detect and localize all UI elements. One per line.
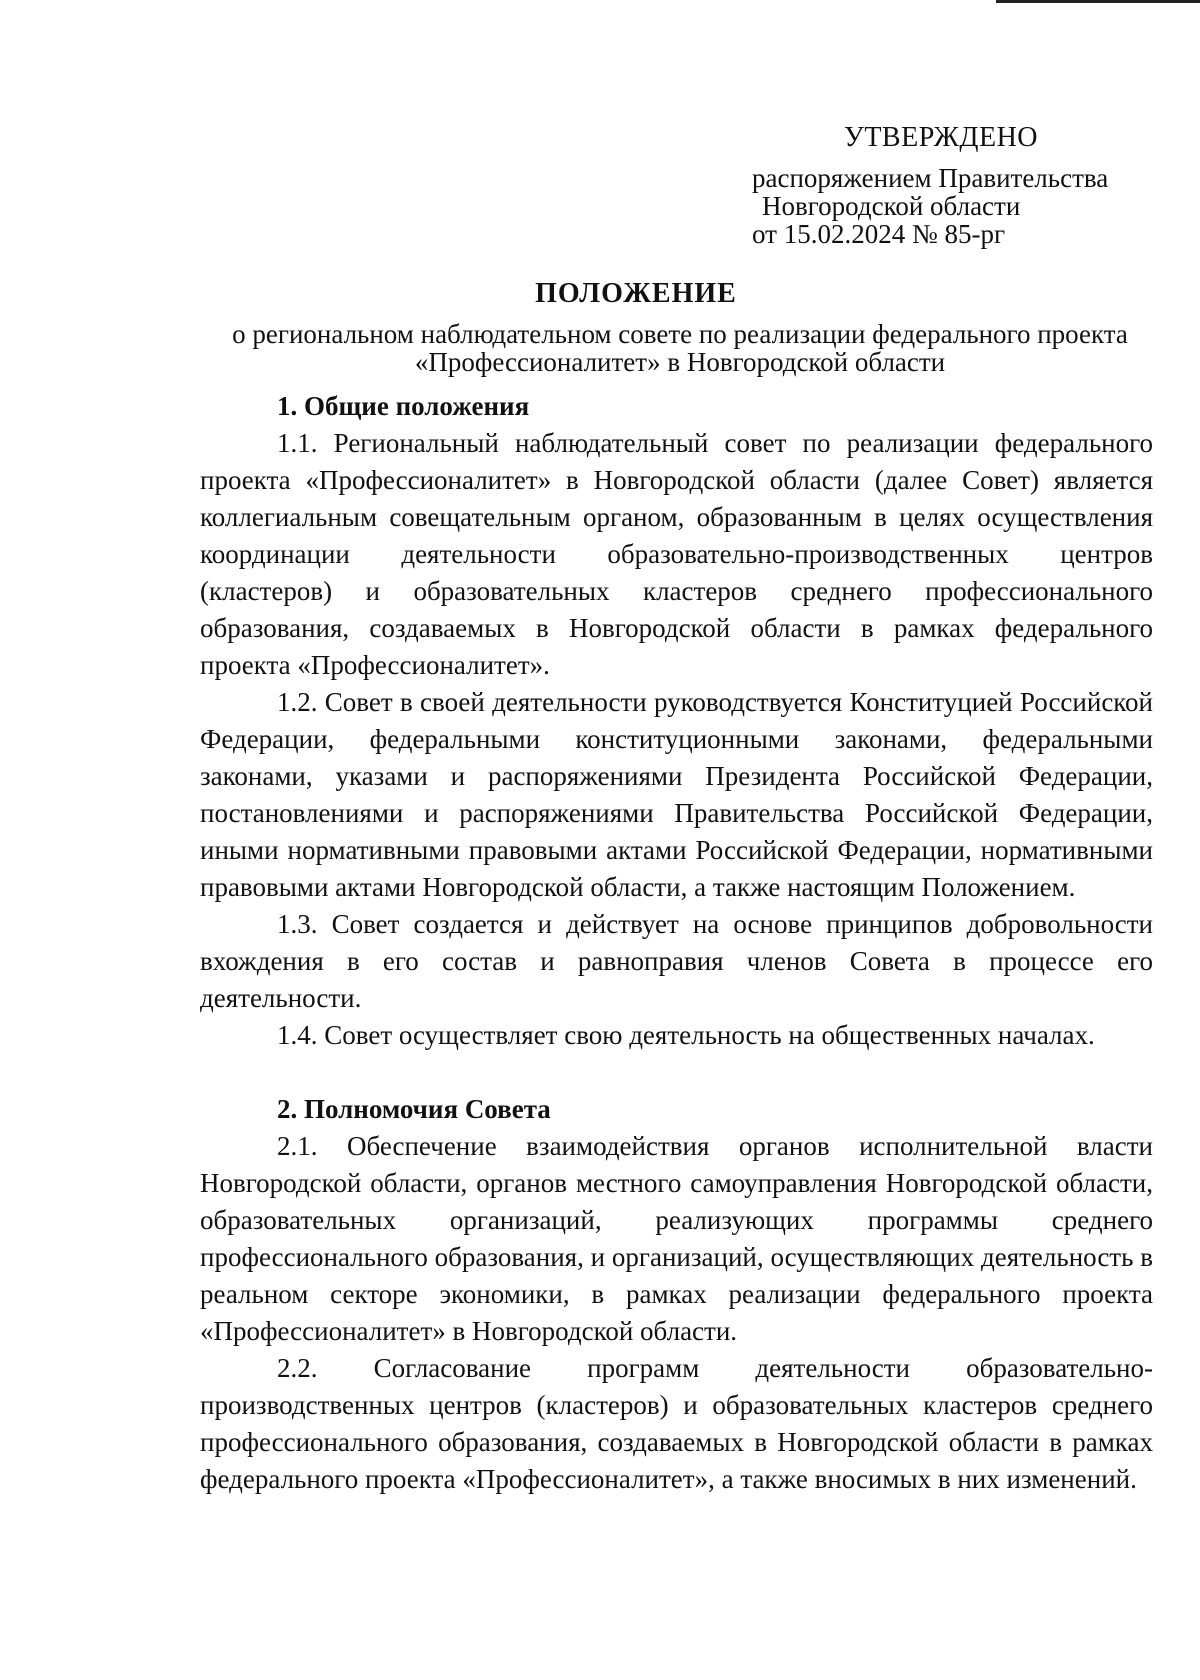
approval-line-region: Новгородской области <box>762 191 1021 221</box>
document-body <box>200 388 1153 1498</box>
subtitle-line-1: о региональном наблюдательном совете по реализации федерального проекта <box>232 319 1128 349</box>
approval-line-order: распоряжением Правительства <box>752 163 1109 193</box>
scan-edge-mark <box>996 0 1200 3</box>
paragraph-1-3: 1.3. Совет создается и действует на основе принципов добровольности вхождения в его состав и равноправия членов Совета в процессе его деятельности. <box>200 909 1153 1013</box>
paragraph-2-2: 2.2. Согласование программ деятельности образовательно-производственных центров (кластеров) и образовательных кластеров среднего профессионального образования, создаваемых в Новгородской области в рамках федерального проекта «Профессионалитет», а также вносимых в них изменений. <box>200 1353 1153 1494</box>
paragraph-1-2: 1.2. Совет в своей деятельности руководствуется Конституцией Российской Федерации, федеральными конституционными законами, федеральными законами, указами и распоряжениями Президента Российской Федерации, постановлениями и распоряжениями Правительства Российской Федерации, иными нормативными правовыми актами Российской Федерации, нормативными правовыми актами Новгородской области, а также настоящим Положением. <box>200 687 1153 902</box>
paragraph-1-4: 1.4. Совет осуществляет свою деятельность на общественных началах. <box>277 1020 1095 1050</box>
paragraph-1-1: 1.1. Региональный наблюдательный совет по реализации федерального проекта «Профессионалитет» в Новгородской области (далее Совет) является коллегиальным совещательным органом, образованным в целях осуществления координации деятельности образовательно-производственных центров (кластеров) и образовательных кластеров среднего профессионального образования, создаваемых в Новгородской области в рамках федерального проекта «Профессионалитет». <box>200 428 1153 680</box>
section-heading-powers: 2. Полномочия Совета <box>277 1094 551 1124</box>
paragraph-2-1: 2.1. Обеспечение взаимодействия органов исполнительной власти Новгородской области, органов местного самоуправления Новгородской области, образовательных организаций, реализующих программы среднего профессионального образования, и организаций, осуществляющих деятельность в реальном секторе экономики, в рамках реализации федерального проекта «Профессионалитет» в Новгородской области. <box>200 1131 1153 1346</box>
approval-line-date: от 15.02.2024 № 85-рг <box>752 219 1006 249</box>
document-subtitle <box>200 320 1160 376</box>
subtitle-line-2: «Профессионалитет» в Новгородской области <box>414 347 946 377</box>
document-title: ПОЛОЖЕНИЕ <box>535 278 737 309</box>
approved-label: УТВЕРЖДЕНО <box>844 122 1039 153</box>
section-spacer <box>200 1054 1153 1091</box>
approval-stamp <box>752 124 1108 248</box>
section-heading-general: 1. Общие положения <box>277 391 530 421</box>
